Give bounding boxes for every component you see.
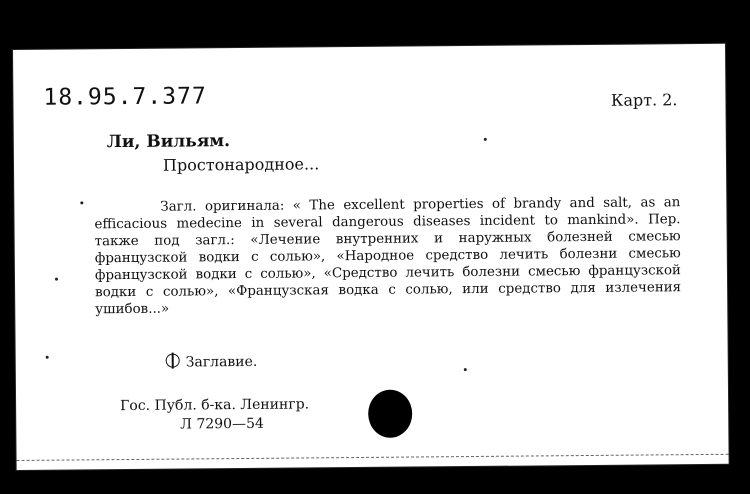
book-title: Простонародное... [162,154,320,175]
library-stamp [120,395,309,435]
ink-speck [80,201,83,204]
subject-heading [166,353,258,371]
original-title-annotation: Загл. оригинала: « The excellent properties of brandy and salt, as an efficacious medecine in several dangerous diseases incident to mankind». Пер. также под загл.: «Лечение внутренних и наружных болезней смесью французской водки с солью», «Народное средство лечить болезни смесью французской водки с солью», «Средство лечить болезни смесью французской водки с солью», «Французская водка с солью, или средство для излечения ушибов...» [94,195,682,318]
catalog-card [13,44,729,470]
catalog-number: 18.95.7.377 [43,83,207,111]
card-number: Карт. 2. [610,90,678,110]
ink-speck [484,138,487,141]
phi-symbol-icon [166,354,180,368]
author-name: Ли, Вильям. [106,131,231,153]
ink-speck [464,368,467,371]
library-code: Л 7290—54 [180,415,264,433]
card-bottom-edge [17,454,729,461]
punch-hole [368,390,412,438]
ink-speck [55,278,58,281]
library-name: Гос. Публ. б-ка. Ленингр. [120,396,310,415]
subject-heading-text: Заглавие. [185,353,258,371]
ink-speck [46,356,49,359]
